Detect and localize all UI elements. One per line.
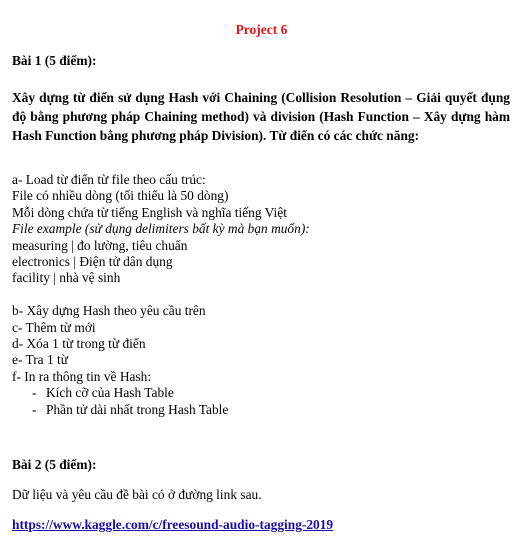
example-line: facility | nhà vệ sinh <box>12 270 121 286</box>
bai1-content <box>12 172 510 418</box>
bai1-description: Xây dựng từ điển sử dụng Hash với Chaining (Collision Resolution – Giải quyết đụng độ bằng phương pháp Chaining method) và division (Hash Function – Xây dựng hàm Hash Function bằng phương pháp Division). Từ điển có các chức năng: <box>12 90 510 143</box>
bullet-item: - Kích cỡ của Hash Table <box>32 385 510 401</box>
text-line: Mỗi dòng chứa từ tiếng English và nghĩa tiếng Việt <box>12 204 287 220</box>
text-line: Dữ liệu và yêu cầu đề bài có ở đường link sau. <box>12 487 262 502</box>
bai2-text <box>12 487 510 503</box>
hash-info-list <box>12 385 510 418</box>
bai1-heading: Bài 1 (5 điểm): <box>12 53 97 68</box>
text-line: e- Tra 1 từ <box>12 352 68 368</box>
bai2-heading: Bài 2 (5 điểm): <box>12 457 97 472</box>
text-line: f- In ra thông tin về Hash: <box>12 368 152 384</box>
example-line: electronics | Điện tử dân dụng <box>12 254 173 270</box>
text-line: File có nhiều dòng (tối thiểu là 50 dòng) <box>12 188 229 204</box>
text-line: a- Load từ điển từ file theo cấu trúc: <box>12 172 206 187</box>
project-title: Project 6 <box>235 22 288 37</box>
file-example-label: File example (sử dụng delimiters bất kỳ mà bạn muốn): <box>12 221 310 237</box>
kaggle-link[interactable]: https://www.kaggle.com/c/freesound-audio-tagging-2019 <box>12 517 334 532</box>
bullet-item: - Phần tử dài nhất trong Hash Table <box>32 402 510 418</box>
text-line: b- Xây dựng Hash theo yêu cầu trên <box>12 303 206 319</box>
text-line: c- Thêm từ mới <box>12 319 96 335</box>
example-line: measuring | đo lường, tiêu chuẩn <box>12 237 188 253</box>
text-line: d- Xóa 1 từ trong từ điển <box>12 336 146 352</box>
